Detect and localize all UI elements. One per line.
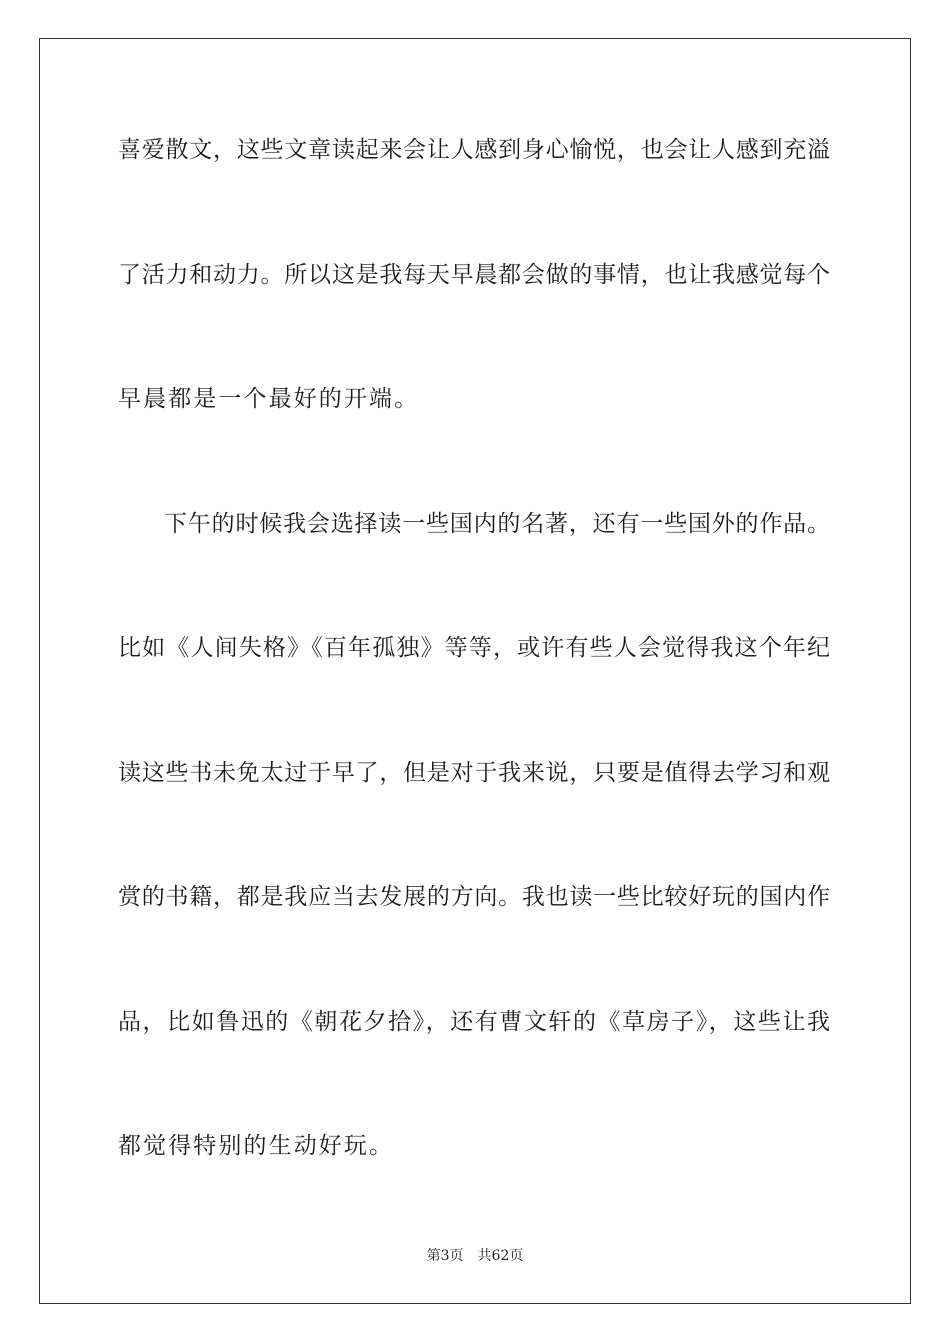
paragraph-first-line: 下午的时候我会选择读一些国内的名著，还有一些国外的作品。 [164,511,830,537]
body-text-line: 读这些书未免太过于早了，但是对于我来说，只要是值得去学习和观 [118,760,830,786]
body-text-line: 早晨都是一个最好的开端。 [118,386,420,412]
body-text-line: 了活力和动力。所以这是我每天早晨都会做的事情，也让我感觉每个 [118,262,830,288]
page-footer [0,1247,950,1265]
page-border [39,38,911,1304]
body-text-line: 赏的书籍，都是我应当去发展的方向。我也读一些比较好玩的国内作 [118,884,830,910]
page-number: 第3页 [426,1248,464,1264]
total-pages: 共62页 [477,1248,524,1264]
body-text-line: 喜爱散文，这些文章读起来会让人感到身心愉悦，也会让人感到充溢 [118,137,830,163]
body-text-line: 比如《人间失格》《百年孤独》等等，或许有些人会觉得我这个年纪 [118,635,830,661]
body-text-line: 都觉得特别的生动好玩。 [118,1133,395,1159]
body-text-line: 品，比如鲁迅的《朝花夕拾》，还有曹文轩的《草房子》，这些让我 [118,1009,830,1035]
